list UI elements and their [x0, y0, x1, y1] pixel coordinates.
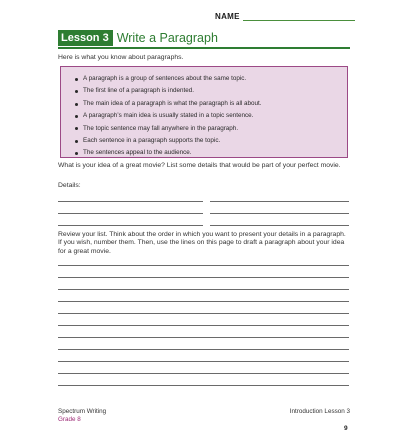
lesson-title: Write a Paragraph [116, 31, 218, 45]
fact-item [75, 85, 339, 97]
fact-text: A paragraph’s main idea is usually stated in a topic sentence. [83, 112, 254, 120]
fact-text: The sentences appeal to the audience. [83, 149, 192, 157]
bullet-icon [75, 78, 78, 81]
fact-item [75, 147, 339, 159]
intro-text: Here is what you know about paragraphs. [58, 54, 184, 61]
title-divider [58, 47, 350, 49]
writing-line[interactable] [58, 325, 349, 326]
lesson-badge: Lesson 3 [58, 30, 113, 46]
bullet-icon [75, 140, 78, 143]
paragraph-facts-box [60, 66, 348, 158]
details-line[interactable] [210, 201, 349, 202]
bullet-icon [75, 115, 78, 118]
details-label: Details: [58, 182, 81, 189]
bullet-icon [75, 90, 78, 93]
writing-line[interactable] [58, 361, 349, 362]
details-line[interactable] [58, 213, 203, 214]
details-line[interactable] [58, 201, 203, 202]
writing-line[interactable] [58, 373, 349, 374]
fact-text: The topic sentence may fall anywhere in the paragraph. [83, 124, 239, 132]
name-field [215, 12, 355, 21]
writing-line[interactable] [58, 349, 349, 350]
writing-line[interactable] [58, 337, 349, 338]
details-line[interactable] [58, 225, 203, 226]
bullet-icon [75, 152, 78, 155]
question-text: What is your idea of a great movie? List some details that would be part of your perfect movie. [58, 162, 341, 169]
footer-book-info [58, 408, 106, 424]
footer-section: Introduction Lesson 3 [289, 408, 350, 415]
fact-text: The first line of a paragraph is indented. [83, 87, 194, 95]
name-line[interactable] [243, 12, 355, 21]
fact-item [75, 135, 339, 147]
fact-item [75, 123, 339, 135]
writing-line[interactable] [58, 277, 349, 278]
bullet-icon [75, 127, 78, 130]
writing-line[interactable] [58, 301, 349, 302]
writing-line[interactable] [58, 265, 349, 266]
facts-list [75, 73, 339, 160]
fact-item [75, 110, 339, 122]
grade-label: Grade 8 [58, 416, 81, 423]
details-line[interactable] [210, 213, 349, 214]
page-number: 9 [344, 425, 348, 432]
fact-item [75, 98, 339, 110]
fact-text: Each sentence in a paragraph supports the topic. [83, 137, 221, 145]
name-label: NAME [215, 12, 240, 21]
writing-line[interactable] [58, 289, 349, 290]
lesson-header [58, 30, 350, 46]
fact-item [75, 73, 339, 85]
book-title: Spectrum Writing [58, 408, 107, 415]
fact-text: A paragraph is a group of sentences about the same topic. [83, 75, 247, 82]
fact-text: The main idea of a paragraph is what the paragraph is all about. [83, 99, 262, 107]
writing-line[interactable] [58, 385, 349, 386]
review-instructions: Review your list. Think about the order in which you want to present your details in a paragraph. If you wish, number them. Then, use the lines on this page to draft a paragraph about your idea for a great movie. [58, 231, 346, 255]
bullet-icon [75, 103, 78, 106]
writing-line[interactable] [58, 313, 349, 314]
details-line[interactable] [210, 225, 349, 226]
